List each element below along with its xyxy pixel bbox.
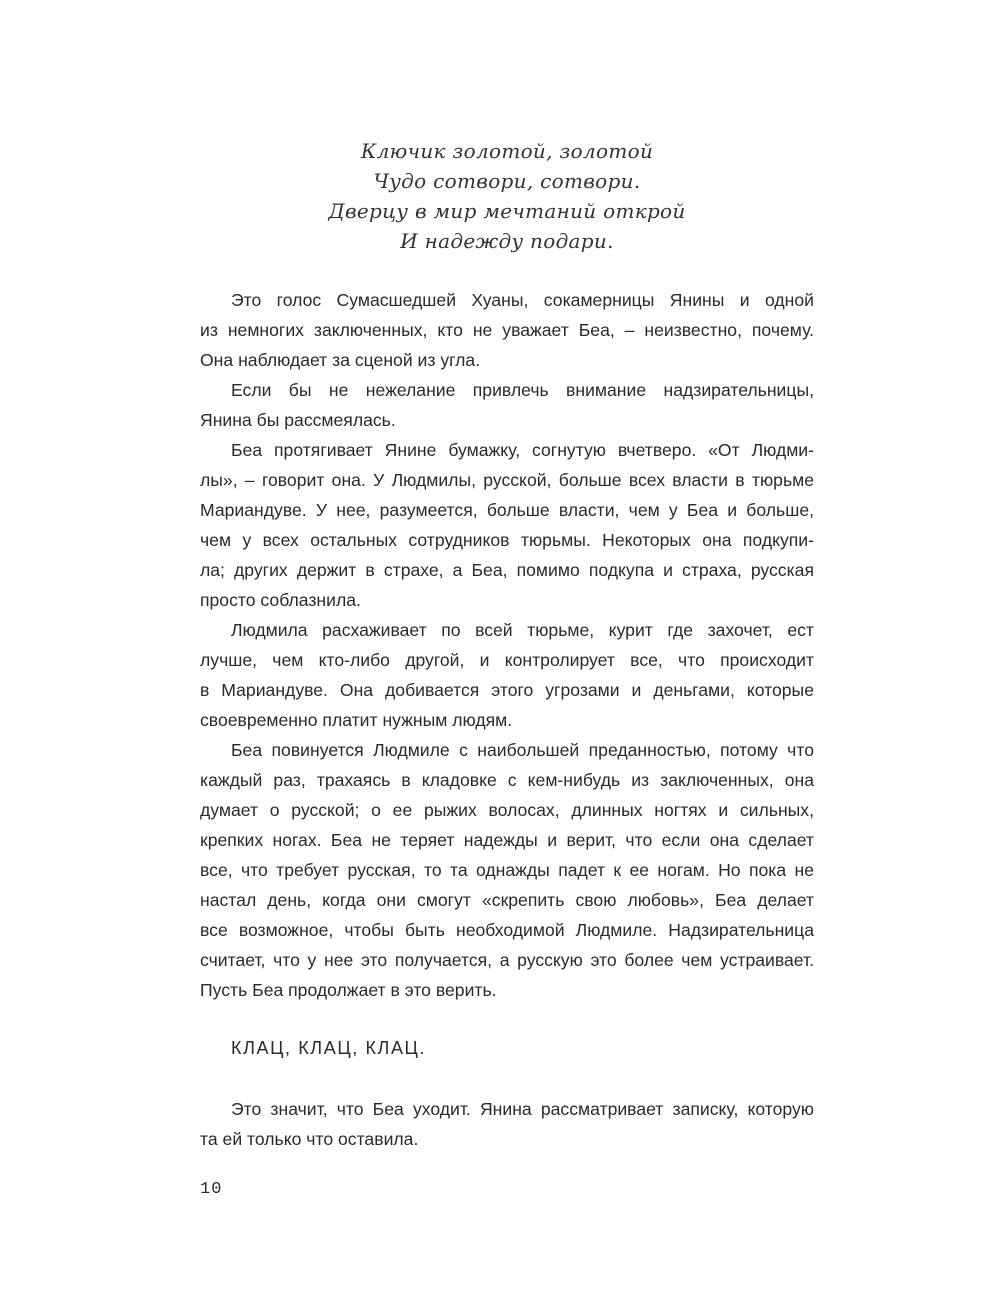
- paragraph-line: каждый раз, трахаясь в кладовке с кем-нибудь из заключенных, она: [200, 770, 814, 790]
- paragraph-line: Пусть Беа продолжает в это верить.: [200, 980, 497, 1000]
- paragraph-line: Беа повинуется Людмиле с наибольшей преданностью, потому что: [231, 740, 814, 760]
- paragraph-line: настал день, когда они смогут «скрепить свою любовь», Беа делает: [200, 890, 814, 910]
- paragraph-line: в Мариандуве. Она добивается этого угрозами и деньгами, которые: [200, 680, 814, 700]
- paragraph-line: из немногих заключенных, кто не уважает Беа, – неизвестно, почему.: [200, 320, 814, 340]
- verse-epigraph: [200, 136, 814, 256]
- verse-line: Дверцу в мир мечтаний открой: [328, 199, 686, 223]
- paragraph-line: Янина бы рассмеялась.: [200, 410, 396, 430]
- page-number: 10: [200, 1180, 223, 1199]
- paragraph-line: все возможное, чтобы быть необходимой Людмиле. Надзирательница: [200, 920, 814, 940]
- paragraph-line: чем у всех остальных сотрудников тюрьмы. Некоторых она подкупи-: [200, 530, 814, 550]
- verse-line: И надежду подари.: [400, 229, 614, 253]
- paragraph-line: Людмила расхаживает по всей тюрьме, курит где захочет, ест: [231, 620, 814, 640]
- verse-line: Ключик золотой, золотой: [360, 139, 654, 163]
- paragraph-line: Если бы не нежелание привлечь внимание надзирательницы,: [231, 380, 814, 400]
- paragraph-line: ла; других держит в страхе, а Беа, помимо подкупа и страха, русская: [200, 560, 814, 580]
- paragraph-line: Это значит, что Беа уходит. Янина рассматривает записку, которую: [231, 1099, 814, 1119]
- closing-text: [200, 1094, 814, 1154]
- paragraph-line: просто соблазнила.: [200, 590, 361, 610]
- paragraph-line: Это голос Сумасшедшей Хуаны, сокамерницы Янины и одной: [231, 290, 814, 310]
- paragraph-line: лы», – говорит она. У Людмилы, русской, больше всех власти в тюрьме: [200, 470, 814, 490]
- paragraph-line: Беа протягивает Янине бумажку, согнутую вчетверо. «От Людми-: [231, 440, 814, 460]
- paragraph-line: лучше, чем кто-либо другой, и контролирует все, что происходит: [200, 650, 814, 670]
- paragraph-line: своевременно платит нужным людям.: [200, 710, 513, 730]
- paragraph-line: крепких ногах. Беа не теряет надежды и верит, что если она сделает: [200, 830, 814, 850]
- paragraph-line: считает, что у нее это получается, а русскую это более чем устраивает.: [200, 950, 814, 970]
- main-text: [200, 285, 814, 1005]
- verse-line: Чудо сотвори, сотвори.: [373, 169, 641, 193]
- paragraph-line: та ей только что оставила.: [200, 1129, 419, 1149]
- paragraph-line: Она наблюдает за сценой из угла.: [200, 350, 481, 370]
- paragraph-line: думает о русской; о ее рыжих волосах, длинных ногтях и сильных,: [200, 800, 814, 820]
- paragraph-line: Мариандуве. У нее, разумеется, больше власти, чем у Беа и больше,: [200, 500, 814, 520]
- sound-effect-line: КЛАЦ, КЛАЦ, КЛАЦ.: [231, 1038, 427, 1058]
- paragraph-line: все, что требует русская, то та однажды падет к ее ногам. Но пока не: [200, 860, 814, 880]
